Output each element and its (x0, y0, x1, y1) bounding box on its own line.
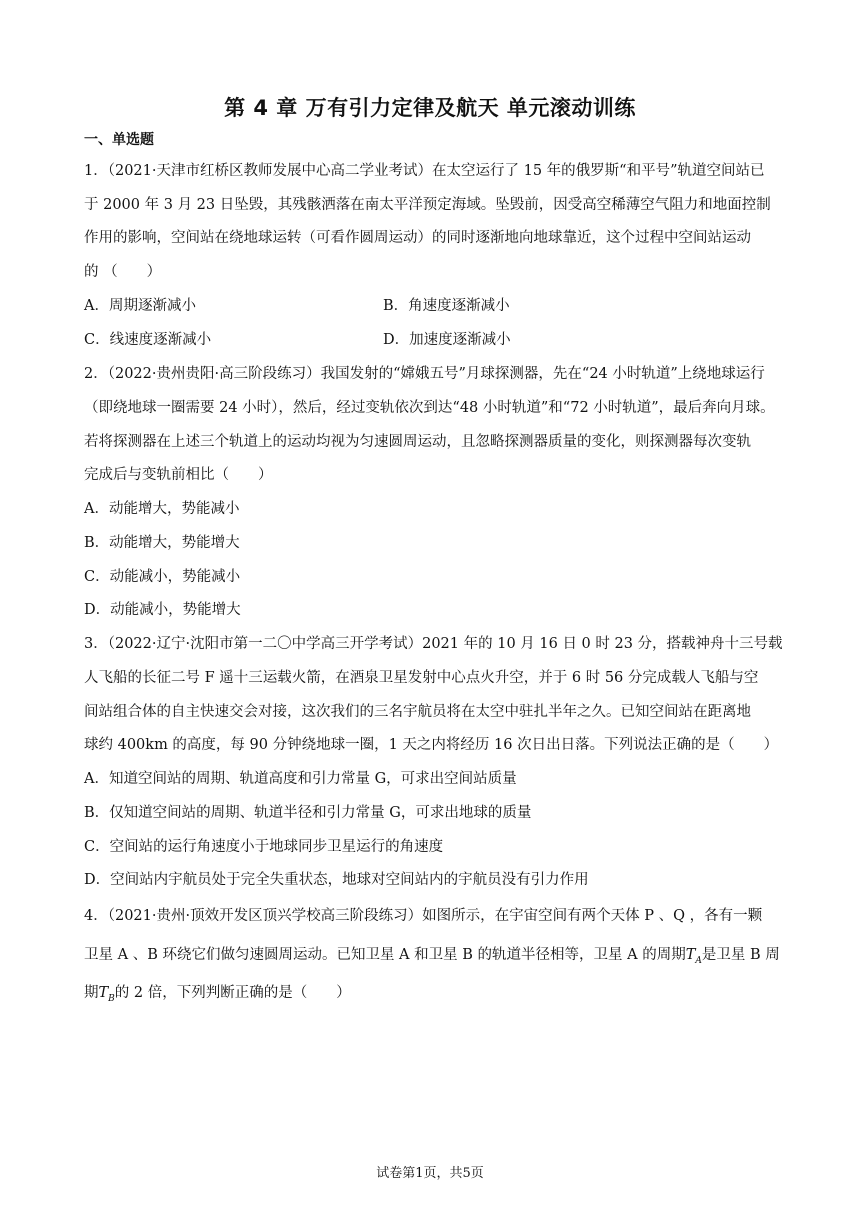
q3-line: 3．（2022·辽宁·沈阳市第一二〇中学高三开学考试）2021 年的 10 月 16 日 0 时 23 分，搭载神舟十三号载 (84, 636, 783, 652)
page-footer: 试卷第1页，共5页 (376, 1166, 484, 1181)
q3-option-b: B．仅知道空间站的周期、轨道半径和引力常量 G，可求出地球的质量 (84, 805, 532, 821)
section-heading: 一、单选题 (84, 132, 154, 148)
q3-line: 间站组合体的自主快速交会对接，这次我们的三名宇航员将在太空中驻扎半年之久。已知空间站在距离地 (84, 704, 751, 720)
q2-line: （即绕地球一圈需要 24 小时），然后，经过变轨依次到达“48 小时轨道”和“72 小时轨道”，最后奔向月球。 (84, 400, 775, 416)
q4-text: 是卫星 B 周 (701, 947, 780, 963)
q2-line: 若将探测器在上述三个轨道上的运动均视为匀速圆周运动，且忽略探测器质量的变化，则探测器每次变轨 (84, 434, 751, 450)
q3-option-c: C．空间站的运行角速度小于地球同步卫星运行的角速度 (84, 839, 444, 855)
period-ta-symbol: $T_A$ (685, 947, 702, 966)
q2-option-c: C．动能减小，势能减小 (84, 569, 241, 585)
q2-option-a: A．动能增大，势能减小 (84, 501, 240, 517)
period-tb-symbol: $T_B$ (98, 985, 115, 1004)
q3-option-d: D．空间站内宇航员处于完全失重状态，地球对空间站内的宇航员没有引力作用 (84, 872, 589, 888)
q1-line: 作用的影响，空间站在绕地球运转（可看作圆周运动）的同时逐渐地向地球靠近，这个过程中空间站运动 (84, 230, 751, 246)
q4-text: 卫星 A 、B 环绕它们做匀速圆周运动。已知卫星 A 和卫星 B 的轨道半径相等，卫星 A 的周期 (84, 947, 686, 963)
q3-line: 球约 400km 的高度，每 90 分钟绕地球一圈，1 天之内将经历 16 次日出日落。下列说法正确的是（ ） (84, 737, 779, 753)
q2-line: 2．（2022·贵州贵阳·高三阶段练习）我国发射的“嫦娥五号”月球探测器，先在“24 小时轨道”上绕地球运行 (84, 366, 765, 382)
q2-option-d: D．动能减小，势能增大 (84, 602, 241, 618)
q4-text: 期 (84, 985, 99, 1001)
q4-text: 的 2 倍，下列判断正确的是（ ） (114, 985, 351, 1001)
q2-line: 完成后与变轨前相比（ ） (84, 467, 273, 483)
q2-option-b: B．动能增大，势能增大 (84, 535, 240, 551)
q1-option-b: B．角速度逐渐减小 (383, 298, 510, 314)
q3-option-a: A．知道空间站的周期、轨道高度和引力常量 G，可求出空间站质量 (84, 771, 517, 787)
q1-option-a: A．周期逐渐减小 (84, 298, 196, 314)
q1-line: 1．（2021·天津市红桥区教师发展中心高二学业考试）在太空运行了 15 年的俄罗斯“和平号”轨道空间站已 (84, 163, 765, 179)
q4-line (84, 943, 784, 966)
page-title: 第 4 章 万有引力定律及航天 单元滚动训练 (224, 96, 636, 120)
q1-line: 的 （ ） (84, 264, 162, 280)
q3-line: 人飞船的长征二号 F 遥十三运载火箭，在酒泉卫星发射中心点火升空，并于 6 时 56 分完成载人飞船与空 (84, 670, 759, 686)
q4-line (84, 981, 784, 1004)
q1-option-d: D．加速度逐渐减小 (383, 332, 511, 348)
q1-line: 于 2000 年 3 月 23 日坠毁，其残骸洒落在南太平洋预定海域。坠毁前，因受高空稀薄空气阻力和地面控制 (84, 197, 771, 213)
q4-line: 4．（2021·贵州·顶效开发区顶兴学校高三阶段练习）如图所示，在宇宙空间有两个天体 P 、Q ，各有一颗 (84, 908, 763, 924)
q1-option-c: C．线速度逐渐减小 (84, 332, 212, 348)
